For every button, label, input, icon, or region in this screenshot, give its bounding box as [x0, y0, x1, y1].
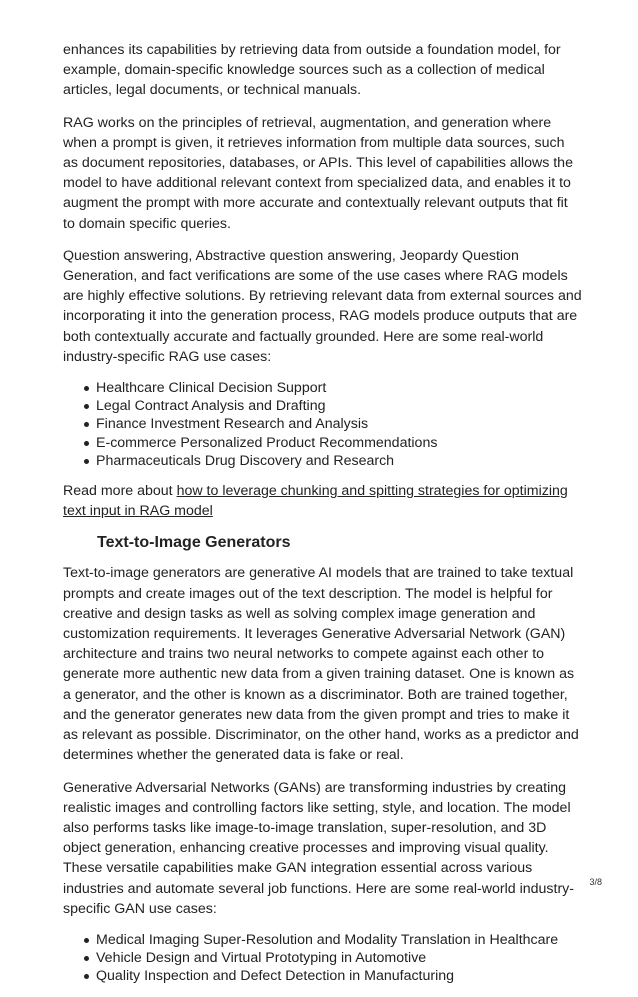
paragraph-text-to-image: Text-to-image generators are generative AI models that are trained to take textual prompts and create images out of the text description. The model is helpful for creative and design tasks as well as solving complex image generation and customization requirements. It leverages Generative Adversarial Network (GAN) architecture and trains two neural networks to compete against each other to generate more authentic new data from a given training dataset. One is known as a generator, and the other is known as a discriminator. Both are trained together, and the generator generates new data from the given prompt and tries to make it as relevant as possible. Discriminator, on the other hand, works as a predictor and determines whether the generated data is fake or real.	[63, 565, 579, 764]
list-item: E-commerce Personalized Product Recommendations	[96, 434, 583, 452]
list-item: Medical Imaging Super-Resolution and Modality Translation in Healthcare	[96, 931, 583, 949]
list-item: Quality Inspection and Defect Detection in Manufacturing	[96, 967, 583, 985]
list-item: Legal Contract Analysis and Drafting	[96, 397, 583, 415]
page-number: 3/8	[589, 877, 602, 887]
paragraph-read-more	[63, 481, 583, 521]
document-page	[63, 40, 583, 997]
list-item: Vehicle Design and Virtual Prototyping in Automotive	[96, 949, 583, 967]
paragraph-rag-use-cases: Question answering, Abstractive question answering, Jeopardy Question Generation, and fact verifications are some of the use cases where RAG models are highly effective solutions. By retrieving relevant data from external sources and incorporating it into the generation process, RAG models produce outputs that are both contextually accurate and factually grounded. Here are some real-world industry-specific RAG use cases:	[63, 247, 582, 365]
paragraph-rag-intro: enhances its capabilities by retrieving data from outside a foundation model, for example, domain-specific knowledge sources such as a collection of medical articles, legal documents, or technical manuals.	[63, 42, 561, 99]
list-item: Finance Investment Research and Analysis	[96, 415, 583, 433]
rag-use-case-list	[63, 379, 583, 470]
list-item: Pharmaceuticals Drug Discovery and Research	[96, 452, 583, 470]
paragraph-rag-principles: RAG works on the principles of retrieval, augmentation, and generation where when a prompt is given, it retrieves information from multiple data sources, such as document repositories, databases, or APIs. This level of capabilities allows the model to have additional relevant context from specialized data, and enables it to augment the prompt with more accurate and contextually relevant outputs that fit to domain specific queries.	[63, 114, 573, 232]
chunking-article-link[interactable]: how to leverage chunking and spitting strategies for optimizing text input in RAG model	[63, 483, 568, 520]
section-heading: Text-to-Image Generators	[97, 534, 291, 552]
read-more-prefix: Read more about	[63, 483, 177, 500]
paragraph-gan-industries: Generative Adversarial Networks (GANs) are transforming industries by creating realistic images and controlling factors like setting, style, and location. The model also performs tasks like image-to-image translation, super-resolution, and 3D object generation, enhancing creative processes and improving visual quality. These versatile capabilities make GAN integration essential across various industries and automate several job functions. Here are some real-world industry-specific GAN use cases:	[63, 779, 574, 917]
list-item: Healthcare Clinical Decision Support	[96, 379, 583, 397]
gan-use-case-list	[63, 931, 583, 986]
